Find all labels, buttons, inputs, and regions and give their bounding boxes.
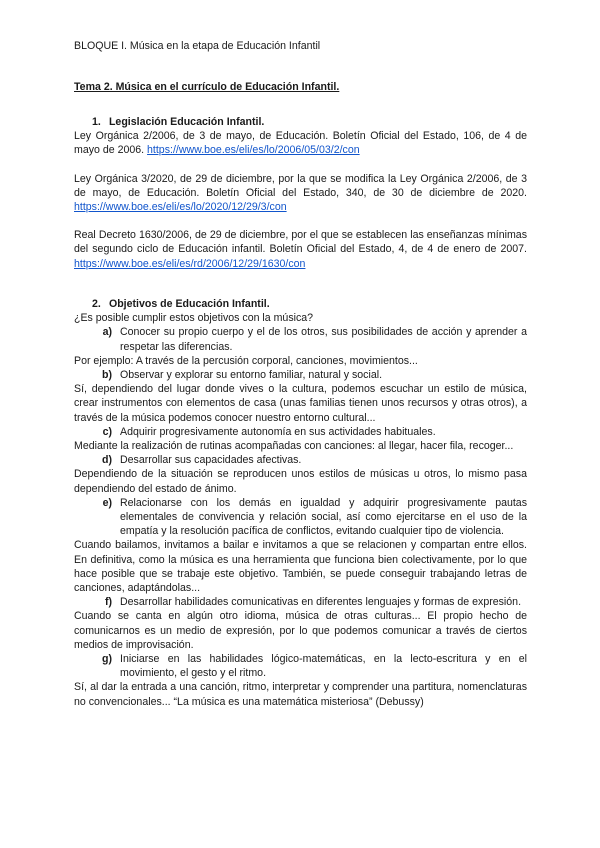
page-header: BLOQUE I. Música en la etapa de Educación Infantil: [74, 40, 321, 52]
objective-item: a) Conocer su propio cuerpo y el de los otros, sus posibilidades de acción y aprender a respetar las diferencias.: [102, 326, 527, 353]
question-text: ¿Es posible cumplir estos objetivos con la música?: [74, 312, 314, 325]
reference-paragraph: Real Decreto 1630/2006, de 29 de diciembre, por el que se establecen las enseñanzas mínimas del segundo ciclo de Educación infantil. Boletín Oficial del Estado, 4, de 4 de enero de 2007. https://www.boe.es/eli/es/rd/2006/12/29/1630/con: [74, 229, 527, 270]
objective-item: c) Adquirir progresivamente autonomía en sus actividades habituales.: [102, 425, 436, 438]
section-heading: 1. Legislación Educación Infantil.: [92, 116, 265, 128]
objective-comment: Mediante la realización de rutinas acompañadas con canciones: al llegar, hacer fila, recoger...: [74, 440, 514, 453]
section-heading: 2. Objetivos de Educación Infantil.: [92, 298, 270, 310]
topic-title: Tema 2. Música en el currículo de Educación Infantil.: [74, 81, 340, 93]
objective-comment: Sí, dependiendo del lugar donde vives o la cultura, podemos escuchar un estilo de música, crear instrumentos con elementos de casa (unas familias tienen unos recursos y otras otros), a través de la música podemos conocer nuestro entorno cultural...: [74, 383, 527, 424]
objective-item: d) Desarrollar sus capacidades afectivas.: [102, 454, 302, 467]
reference-paragraph: Ley Orgánica 3/2020, de 29 de diciembre, por la que se modifica la Ley Orgánica 2/2006, de 3 de mayo, de Educación. Boletín Oficial del Estado, 340, de 30 de diciembre de 2020. https://www.boe.es/eli/es/lo/2020/12/29/3/con: [74, 172, 527, 214]
objective-item: b) Observar y explorar su entorno familiar, natural y social.: [102, 369, 383, 382]
boe-link[interactable]: https://www.boe.es/eli/es/rd/2006/12/29/1630/con: [74, 257, 306, 270]
objective-comment: Sí, al dar la entrada a una canción, ritmo, interpretar y comprender una partitura, nomenclaturas no convencionales... “La música es una matemática misteriosa” (Debussy): [74, 681, 527, 708]
objective-comment: Por ejemplo: A través de la percusión corporal, canciones, movimientos...: [74, 354, 418, 367]
objective-comment: Dependiendo de la situación se reproducen unos estilos de músicas u otros, lo mismo pasa dependiendo del estado de ánimo.: [74, 468, 527, 495]
objective-item: f) Desarrollar habilidades comunicativas en diferentes lenguajes y formas de expresión.: [104, 596, 522, 609]
boe-link[interactable]: https://www.boe.es/eli/es/lo/2006/05/03/2/con: [147, 144, 360, 157]
objective-comment: Cuando bailamos, invitamos a bailar e invitamos a que se relacionen y compartan entre ellos. En definitiva, como la música es una herramienta que funciona bien colectivamente, por lo que hace posible que se trabaje este objetivo. También, se puede conseguir trabajando letras de canciones, adaptándolas...: [74, 539, 527, 595]
objective-item: g) Iniciarse en las habilidades lógico-matemáticas, en la lecto-escritura y en el movimiento, el gesto y el ritmo.: [102, 653, 527, 680]
objective-comment: Cuando se canta en algún otro idioma, música de otras culturas... El propio hecho de comunicarnos es un medio de expresión, por lo que podemos comunicar a través de ciertos medios de improvisación.: [74, 610, 527, 651]
section-objectives: [74, 297, 527, 709]
section-legislation: [74, 115, 527, 271]
boe-link[interactable]: https://www.boe.es/eli/es/lo/2020/12/29/3/con: [74, 201, 287, 214]
reference-paragraph: Ley Orgánica 2/2006, de 3 de mayo, de Educación. Boletín Oficial del Estado, 106, de 4 de mayo de 2006. https://www.boe.es/eli/es/lo/2006/05/03/2/con: [74, 130, 527, 157]
objective-item: e) Relacionarse con los demás en igualdad y adquirir progresivamente pautas elementales de convivencia y relación social, así como ejercitarse en el uso de la empatía y la resolución pacífica de conflictos, evitando cualquier tipo de violencia.: [102, 496, 527, 538]
